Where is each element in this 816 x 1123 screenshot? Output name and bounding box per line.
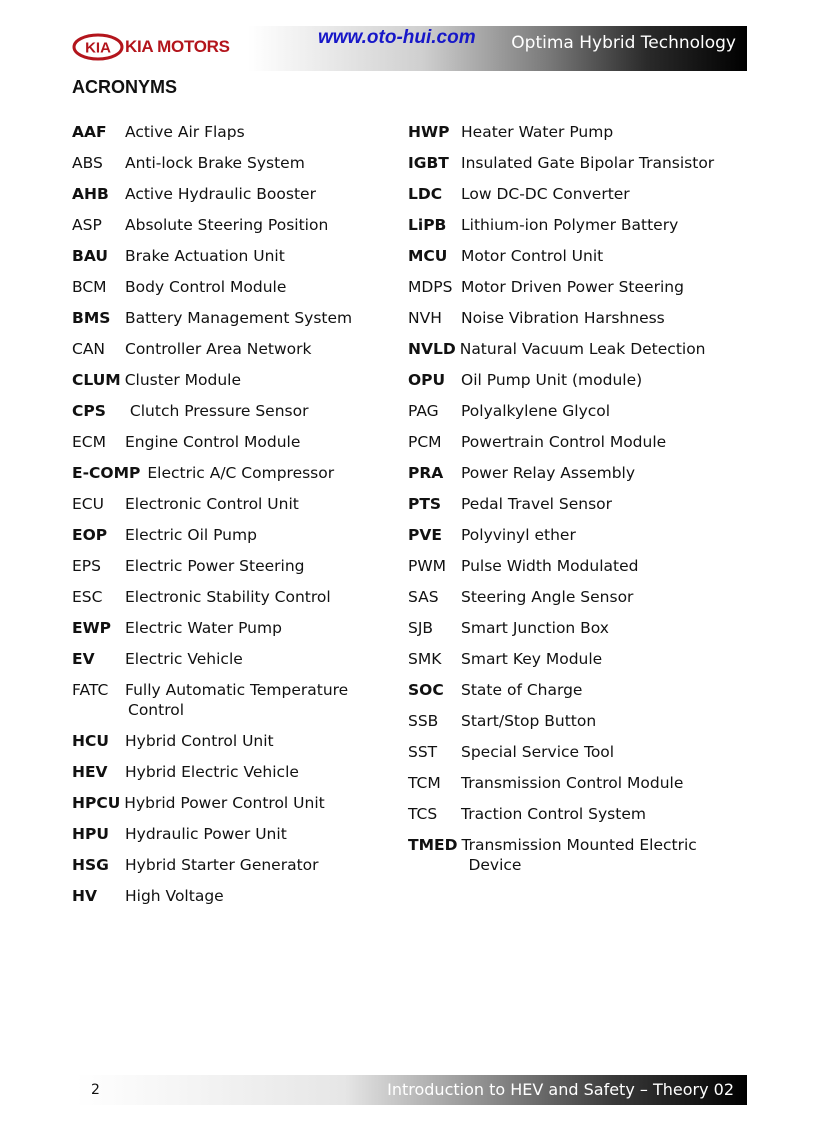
acronym-definition bbox=[125, 184, 382, 204]
acronym-definition bbox=[461, 494, 748, 514]
acronym-definition bbox=[125, 525, 382, 545]
definition-line: Special Service Tool bbox=[461, 743, 615, 761]
acronym-row bbox=[72, 339, 382, 359]
definition-line: Active Air Flaps bbox=[125, 123, 245, 141]
acronym-row bbox=[72, 587, 382, 607]
acronym-definition bbox=[461, 618, 748, 638]
definition-line: Hybrid Power Control Unit bbox=[124, 794, 325, 812]
acronym-abbr: PVE bbox=[408, 526, 442, 544]
acronym-definition bbox=[125, 153, 382, 173]
acronym-row bbox=[408, 122, 748, 142]
acronym-abbr: MCU bbox=[408, 247, 448, 265]
acronym-definition bbox=[461, 370, 748, 390]
acronym-row bbox=[72, 370, 382, 390]
acronym-abbr: ESC bbox=[72, 588, 103, 606]
acronym-definition bbox=[125, 370, 382, 390]
definition-line: Smart Key Module bbox=[461, 650, 603, 668]
acronym-definition bbox=[461, 215, 748, 235]
definition-line: Lithium-ion Polymer Battery bbox=[461, 216, 679, 234]
definition-line: Transmission Mounted Electric bbox=[461, 836, 697, 854]
acronym-abbr: HPCU bbox=[72, 794, 121, 812]
acronym-row bbox=[408, 711, 748, 731]
definition-line: Low DC-DC Converter bbox=[461, 185, 630, 203]
acronym-definition bbox=[461, 680, 748, 700]
definition-line: Anti-lock Brake System bbox=[125, 154, 305, 172]
acronym-abbr: PRA bbox=[408, 464, 444, 482]
definition-line: Insulated Gate Bipolar Transistor bbox=[461, 154, 715, 172]
acronym-definition bbox=[461, 711, 748, 731]
definition-line: Hydraulic Power Unit bbox=[125, 825, 287, 843]
definition-line: Pedal Travel Sensor bbox=[461, 495, 613, 513]
acronym-definition bbox=[125, 618, 382, 638]
acronym-abbr: ASP bbox=[72, 216, 102, 234]
acronym-abbr: AAF bbox=[72, 123, 107, 141]
acronym-abbr: HV bbox=[72, 887, 97, 905]
definition-line: High Voltage bbox=[125, 887, 224, 905]
definition-line: Brake Actuation Unit bbox=[125, 247, 285, 265]
acronym-row bbox=[408, 587, 748, 607]
acronym-abbr: ECU bbox=[72, 495, 104, 513]
acronym-abbr: NVH bbox=[408, 309, 442, 327]
acronym-definition bbox=[461, 277, 748, 297]
acronym-definition bbox=[125, 731, 382, 751]
definition-line: Fully Automatic Temperature bbox=[125, 681, 349, 699]
acronym-row bbox=[408, 773, 748, 793]
acronym-definition bbox=[461, 587, 748, 607]
acronym-definition bbox=[147, 463, 382, 483]
acronym-definition bbox=[125, 587, 382, 607]
acronym-row bbox=[408, 618, 748, 638]
acronym-definition bbox=[461, 804, 748, 824]
website-link[interactable]: www.oto-hui.com bbox=[318, 27, 476, 48]
definition-line: Electric Oil Pump bbox=[125, 526, 257, 544]
acronym-row bbox=[408, 401, 748, 421]
acronym-abbr: IGBT bbox=[408, 154, 449, 172]
acronym-definition bbox=[461, 122, 748, 142]
definition-line-continued: Control bbox=[128, 701, 185, 719]
acronym-row bbox=[72, 556, 382, 576]
acronym-abbr: CLUM bbox=[72, 371, 121, 389]
acronym-definition bbox=[461, 742, 748, 762]
acronym-abbr: HWP bbox=[408, 123, 450, 141]
acronym-row bbox=[408, 215, 748, 235]
acronym-row bbox=[408, 556, 748, 576]
acronym-row bbox=[408, 649, 748, 669]
acronym-row bbox=[72, 246, 382, 266]
acronym-abbr: CPS bbox=[72, 402, 106, 420]
acronym-abbr: SAS bbox=[408, 588, 439, 606]
definition-line-continued: Device bbox=[468, 856, 522, 874]
acronym-row bbox=[408, 835, 748, 875]
acronym-row bbox=[72, 308, 382, 328]
acronym-abbr: HEV bbox=[72, 763, 108, 781]
acronym-row bbox=[72, 793, 382, 813]
acronym-row bbox=[408, 432, 748, 452]
acronym-definition bbox=[461, 246, 748, 266]
acronym-definition bbox=[461, 463, 748, 483]
acronym-row bbox=[72, 731, 382, 751]
acronym-row bbox=[408, 370, 748, 390]
acronym-definition bbox=[125, 762, 382, 782]
acronym-column-left bbox=[72, 122, 382, 917]
definition-line: Electric Water Pump bbox=[125, 619, 282, 637]
acronym-abbr: TCS bbox=[408, 805, 438, 823]
acronym-abbr: SSB bbox=[408, 712, 439, 730]
acronym-definition bbox=[461, 153, 748, 173]
definition-line: Natural Vacuum Leak Detection bbox=[459, 340, 706, 358]
acronym-abbr: SMK bbox=[408, 650, 442, 668]
acronym-row bbox=[408, 184, 748, 204]
acronym-abbr: PAG bbox=[408, 402, 439, 420]
acronym-abbr: BMS bbox=[72, 309, 111, 327]
acronym-definition bbox=[461, 401, 748, 421]
acronym-abbr: LiPB bbox=[408, 216, 447, 234]
acronym-abbr: SOC bbox=[408, 681, 444, 699]
acronym-row bbox=[408, 153, 748, 173]
acronym-abbr: LDC bbox=[408, 185, 443, 203]
acronym-abbr: E-COMP bbox=[72, 464, 141, 482]
acronym-row bbox=[408, 246, 748, 266]
acronym-definition bbox=[125, 886, 382, 906]
acronym-abbr: ABS bbox=[72, 154, 103, 172]
brand-name: KIA MOTORS bbox=[125, 37, 230, 56]
acronym-row bbox=[72, 618, 382, 638]
acronym-row bbox=[72, 824, 382, 844]
acronym-abbr: SJB bbox=[408, 619, 434, 637]
acronym-definition bbox=[461, 525, 748, 545]
acronym-definition bbox=[125, 680, 382, 720]
definition-line: Steering Angle Sensor bbox=[461, 588, 634, 606]
acronym-definition bbox=[461, 556, 748, 576]
svg-text:KIA: KIA bbox=[85, 39, 111, 57]
acronym-abbr: NVLD bbox=[408, 340, 456, 358]
acronym-row bbox=[72, 401, 382, 421]
acronym-abbr: PTS bbox=[408, 495, 442, 513]
definition-line: Cluster Module bbox=[124, 371, 242, 389]
definition-line: Electric A/C Compressor bbox=[147, 464, 335, 482]
definition-line: Hybrid Starter Generator bbox=[125, 856, 319, 874]
definition-line: Hybrid Electric Vehicle bbox=[125, 763, 299, 781]
definition-line: State of Charge bbox=[461, 681, 583, 699]
definition-line: Heater Water Pump bbox=[461, 123, 614, 141]
acronym-definition bbox=[461, 835, 748, 875]
acronym-column-right bbox=[408, 122, 748, 886]
acronym-abbr: EWP bbox=[72, 619, 112, 637]
acronym-abbr: ECM bbox=[72, 433, 106, 451]
acronym-definition bbox=[461, 773, 748, 793]
acronym-row bbox=[72, 122, 382, 142]
acronym-abbr: PWM bbox=[408, 557, 447, 575]
kia-logo bbox=[72, 33, 230, 61]
acronym-definition bbox=[125, 277, 382, 297]
acronym-row bbox=[72, 215, 382, 235]
kia-logo-icon bbox=[72, 33, 124, 61]
definition-line: Motor Driven Power Steering bbox=[461, 278, 684, 296]
definition-line: Hybrid Control Unit bbox=[125, 732, 274, 750]
acronym-abbr: BAU bbox=[72, 247, 108, 265]
acronym-row bbox=[72, 153, 382, 173]
definition-line: Active Hydraulic Booster bbox=[125, 185, 316, 203]
acronym-abbr: EOP bbox=[72, 526, 108, 544]
page-title: ACRONYMS bbox=[72, 77, 178, 97]
acronym-row bbox=[72, 680, 382, 720]
acronym-row bbox=[408, 277, 748, 297]
definition-line: Oil Pump Unit (module) bbox=[461, 371, 643, 389]
page-number: 2 bbox=[91, 1082, 100, 1098]
acronym-row bbox=[408, 742, 748, 762]
acronym-abbr: TCM bbox=[408, 774, 441, 792]
acronym-row bbox=[72, 494, 382, 514]
definition-line: Motor Control Unit bbox=[461, 247, 604, 265]
acronym-row bbox=[72, 432, 382, 452]
definition-line: Electronic Control Unit bbox=[125, 495, 299, 513]
acronym-definition bbox=[125, 215, 382, 235]
acronym-definition bbox=[461, 649, 748, 669]
acronym-abbr: OPU bbox=[408, 371, 446, 389]
definition-line: Electric Vehicle bbox=[125, 650, 243, 668]
acronym-definition bbox=[125, 432, 382, 452]
acronym-abbr: HPU bbox=[72, 825, 109, 843]
acronym-row bbox=[72, 277, 382, 297]
acronym-definition bbox=[125, 556, 382, 576]
acronym-row bbox=[408, 680, 748, 700]
header-title: Optima Hybrid Technology bbox=[511, 33, 736, 53]
acronym-row bbox=[408, 339, 748, 359]
acronym-row bbox=[408, 463, 748, 483]
definition-line: Electronic Stability Control bbox=[125, 588, 331, 606]
acronym-row bbox=[72, 855, 382, 875]
acronym-definition bbox=[461, 432, 748, 452]
definition-line: Electric Power Steering bbox=[125, 557, 305, 575]
definition-line: Controller Area Network bbox=[125, 340, 312, 358]
acronym-abbr: HCU bbox=[72, 732, 109, 750]
acronym-row bbox=[72, 886, 382, 906]
acronym-definition bbox=[125, 824, 382, 844]
definition-line: Noise Vibration Harshness bbox=[461, 309, 665, 327]
acronym-row bbox=[408, 308, 748, 328]
definition-line: Traction Control System bbox=[461, 805, 646, 823]
definition-line: Start/Stop Button bbox=[461, 712, 597, 730]
acronym-definition bbox=[125, 246, 382, 266]
acronym-row bbox=[72, 649, 382, 669]
acronym-definition bbox=[461, 184, 748, 204]
acronym-abbr: FATC bbox=[72, 681, 109, 699]
definition-line: Clutch Pressure Sensor bbox=[125, 402, 309, 420]
acronym-abbr: PCM bbox=[408, 433, 442, 451]
acronym-definition bbox=[124, 793, 382, 813]
acronym-definition bbox=[125, 339, 382, 359]
definition-line: Battery Management System bbox=[125, 309, 353, 327]
acronym-row bbox=[72, 463, 382, 483]
acronym-abbr: SST bbox=[408, 743, 438, 761]
definition-line: Body Control Module bbox=[125, 278, 287, 296]
acronym-row bbox=[408, 804, 748, 824]
acronym-definition bbox=[125, 494, 382, 514]
definition-line: Absolute Steering Position bbox=[125, 216, 329, 234]
acronym-abbr: AHB bbox=[72, 185, 109, 203]
acronym-definition bbox=[125, 855, 382, 875]
acronym-row bbox=[72, 762, 382, 782]
acronym-definition bbox=[125, 308, 382, 328]
acronym-abbr: TMED bbox=[408, 836, 458, 854]
acronym-abbr: EV bbox=[72, 650, 95, 668]
definition-line: Powertrain Control Module bbox=[461, 433, 667, 451]
definition-line: Polyvinyl ether bbox=[461, 526, 576, 544]
definition-line: Smart Junction Box bbox=[461, 619, 609, 637]
acronym-abbr: CAN bbox=[72, 340, 106, 358]
acronym-abbr: MDPS bbox=[408, 278, 453, 296]
definition-line: Power Relay Assembly bbox=[461, 464, 636, 482]
acronym-abbr: HSG bbox=[72, 856, 109, 874]
definition-line: Engine Control Module bbox=[125, 433, 301, 451]
definition-line: Transmission Control Module bbox=[461, 774, 684, 792]
acronym-row bbox=[72, 525, 382, 545]
definition-line: Pulse Width Modulated bbox=[461, 557, 639, 575]
acronym-definition bbox=[125, 122, 382, 142]
acronym-abbr: EPS bbox=[72, 557, 101, 575]
acronym-definition bbox=[125, 649, 382, 669]
acronym-row bbox=[408, 494, 748, 514]
acronym-abbr: BCM bbox=[72, 278, 107, 296]
acronym-definition bbox=[125, 401, 382, 421]
acronym-row bbox=[72, 184, 382, 204]
definition-line: Polyalkylene Glycol bbox=[461, 402, 611, 420]
acronym-definition bbox=[461, 308, 748, 328]
footer-title: Introduction to HEV and Safety – Theory 02 bbox=[387, 1080, 734, 1099]
acronym-definition bbox=[460, 339, 748, 359]
acronym-row bbox=[408, 525, 748, 545]
